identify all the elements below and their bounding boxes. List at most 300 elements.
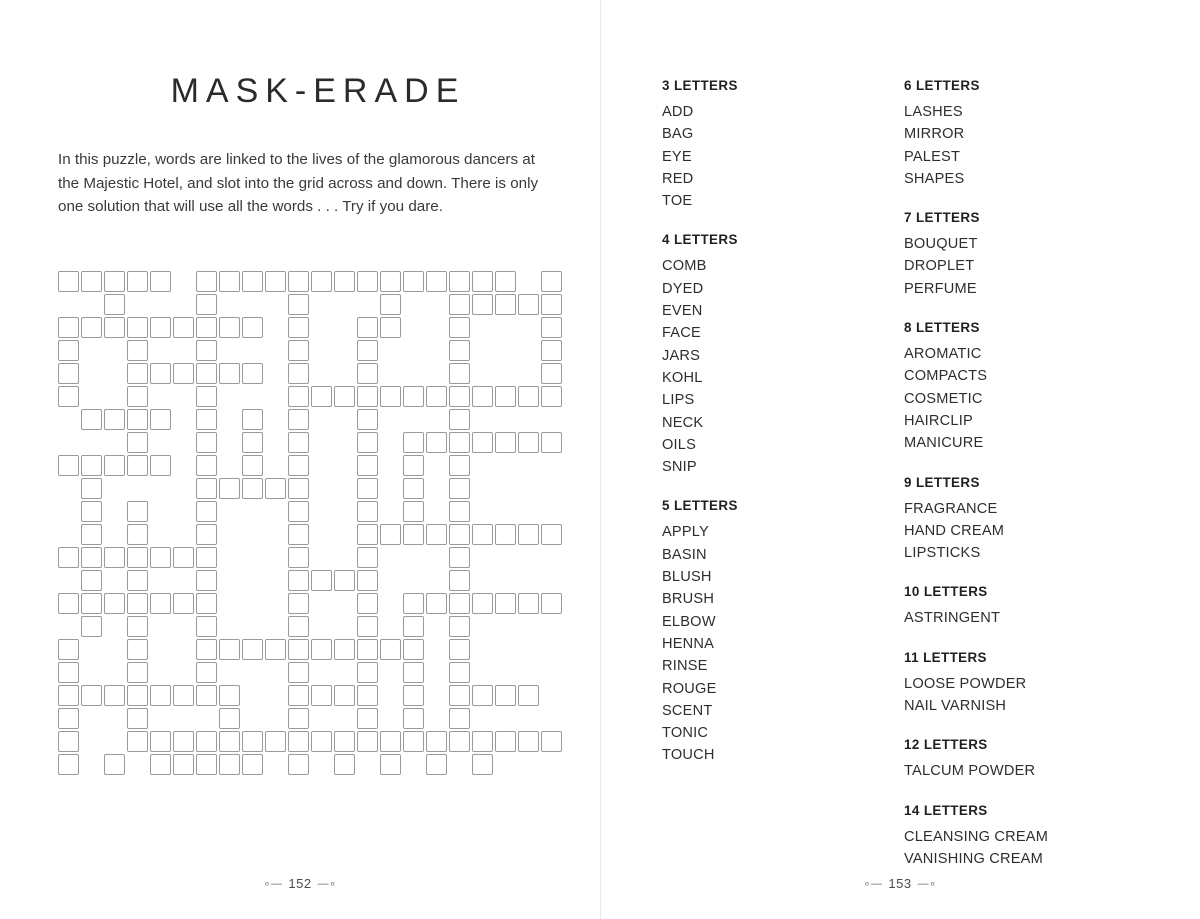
grid-cell[interactable] [173, 685, 194, 706]
grid-cell[interactable] [81, 317, 102, 338]
grid-cell[interactable] [495, 524, 516, 545]
grid-cell[interactable] [104, 547, 125, 568]
grid-cell[interactable] [242, 271, 263, 292]
grid-cell[interactable] [472, 731, 493, 752]
grid-cell[interactable] [518, 685, 539, 706]
grid-cell[interactable] [196, 547, 217, 568]
word-entry[interactable]: SCENT [662, 702, 713, 719]
grid-cell[interactable] [150, 731, 171, 752]
grid-cell[interactable] [150, 593, 171, 614]
grid-cell[interactable] [127, 363, 148, 384]
grid-cell[interactable] [541, 524, 562, 545]
grid-cell[interactable] [219, 754, 240, 775]
grid-cell[interactable] [334, 271, 355, 292]
word-entry[interactable]: SNIP [662, 459, 697, 476]
grid-cell[interactable] [81, 685, 102, 706]
grid-cell[interactable] [541, 317, 562, 338]
grid-cell[interactable] [150, 271, 171, 292]
grid-cell[interactable] [58, 340, 79, 361]
word-entry[interactable]: MIRROR [904, 126, 965, 143]
grid-cell[interactable] [58, 363, 79, 384]
grid-cell[interactable] [288, 593, 309, 614]
grid-cell[interactable] [196, 409, 217, 430]
grid-cell[interactable] [127, 731, 148, 752]
grid-cell[interactable] [357, 501, 378, 522]
word-entry[interactable]: COMB [662, 258, 707, 275]
grid-cell[interactable] [541, 340, 562, 361]
grid-cell[interactable] [81, 547, 102, 568]
grid-cell[interactable] [104, 409, 125, 430]
word-entry[interactable]: TONIC [662, 725, 709, 742]
grid-cell[interactable] [242, 639, 263, 660]
grid-cell[interactable] [219, 271, 240, 292]
grid-cell[interactable] [403, 478, 424, 499]
grid-cell[interactable] [288, 524, 309, 545]
grid-cell[interactable] [472, 294, 493, 315]
grid-cell[interactable] [403, 616, 424, 637]
grid-cell[interactable] [495, 731, 516, 752]
grid-cell[interactable] [403, 593, 424, 614]
grid-cell[interactable] [288, 616, 309, 637]
grid-cell[interactable] [403, 386, 424, 407]
grid-cell[interactable] [426, 593, 447, 614]
word-entry[interactable]: HAND CREAM [904, 522, 1005, 539]
grid-cell[interactable] [380, 386, 401, 407]
grid-cell[interactable] [311, 685, 332, 706]
grid-cell[interactable] [127, 662, 148, 683]
grid-cell[interactable] [472, 754, 493, 775]
grid-cell[interactable] [518, 432, 539, 453]
grid-cell[interactable] [495, 685, 516, 706]
word-entry[interactable]: DROPLET [904, 258, 975, 275]
crossword-grid[interactable] [58, 271, 564, 777]
grid-cell[interactable] [403, 731, 424, 752]
grid-cell[interactable] [127, 501, 148, 522]
grid-cell[interactable] [104, 294, 125, 315]
grid-cell[interactable] [196, 685, 217, 706]
word-entry[interactable]: DYED [662, 280, 704, 297]
word-entry[interactable]: MANICURE [904, 435, 984, 452]
grid-cell[interactable] [219, 731, 240, 752]
grid-cell[interactable] [288, 501, 309, 522]
word-entry[interactable]: BASIN [662, 546, 707, 563]
word-entry[interactable]: ASTRINGENT [904, 610, 1001, 627]
grid-cell[interactable] [288, 386, 309, 407]
word-entry[interactable]: PERFUME [904, 280, 977, 297]
grid-cell[interactable] [196, 754, 217, 775]
grid-cell[interactable] [150, 754, 171, 775]
grid-cell[interactable] [449, 685, 470, 706]
grid-cell[interactable] [127, 340, 148, 361]
grid-cell[interactable] [219, 685, 240, 706]
grid-cell[interactable] [58, 386, 79, 407]
grid-cell[interactable] [449, 731, 470, 752]
word-entry[interactable]: LOOSE POWDER [904, 675, 1027, 692]
word-entry[interactable]: HAIRCLIP [904, 412, 973, 429]
grid-cell[interactable] [518, 386, 539, 407]
grid-cell[interactable] [104, 317, 125, 338]
grid-cell[interactable] [357, 340, 378, 361]
grid-cell[interactable] [403, 662, 424, 683]
grid-cell[interactable] [265, 271, 286, 292]
word-entry[interactable]: BOUQUET [904, 236, 978, 253]
grid-cell[interactable] [357, 524, 378, 545]
grid-cell[interactable] [541, 271, 562, 292]
grid-cell[interactable] [58, 685, 79, 706]
grid-cell[interactable] [357, 409, 378, 430]
grid-cell[interactable] [403, 685, 424, 706]
grid-cell[interactable] [196, 294, 217, 315]
grid-cell[interactable] [127, 432, 148, 453]
grid-cell[interactable] [495, 294, 516, 315]
word-entry[interactable]: CLEANSING CREAM [904, 828, 1049, 845]
grid-cell[interactable] [288, 754, 309, 775]
grid-cell[interactable] [288, 570, 309, 591]
grid-cell[interactable] [449, 455, 470, 476]
grid-cell[interactable] [58, 731, 79, 752]
grid-cell[interactable] [219, 478, 240, 499]
word-entry[interactable]: NAIL VARNISH [904, 698, 1007, 715]
grid-cell[interactable] [173, 731, 194, 752]
grid-cell[interactable] [472, 386, 493, 407]
grid-cell[interactable] [449, 639, 470, 660]
grid-cell[interactable] [127, 524, 148, 545]
grid-cell[interactable] [472, 271, 493, 292]
grid-cell[interactable] [541, 432, 562, 453]
grid-cell[interactable] [403, 455, 424, 476]
grid-cell[interactable] [242, 731, 263, 752]
word-entry[interactable]: TOUCH [662, 747, 715, 764]
grid-cell[interactable] [173, 547, 194, 568]
grid-cell[interactable] [265, 639, 286, 660]
grid-cell[interactable] [311, 271, 332, 292]
grid-cell[interactable] [173, 317, 194, 338]
grid-cell[interactable] [219, 639, 240, 660]
grid-cell[interactable] [449, 524, 470, 545]
grid-cell[interactable] [426, 271, 447, 292]
word-entry[interactable]: KOHL [662, 369, 703, 386]
grid-cell[interactable] [449, 409, 470, 430]
grid-cell[interactable] [403, 501, 424, 522]
grid-cell[interactable] [449, 547, 470, 568]
grid-cell[interactable] [403, 524, 424, 545]
grid-cell[interactable] [311, 386, 332, 407]
grid-cell[interactable] [380, 294, 401, 315]
grid-cell[interactable] [541, 294, 562, 315]
grid-cell[interactable] [196, 455, 217, 476]
grid-cell[interactable] [541, 386, 562, 407]
grid-cell[interactable] [196, 570, 217, 591]
grid-cell[interactable] [334, 639, 355, 660]
grid-cell[interactable] [127, 570, 148, 591]
grid-cell[interactable] [472, 593, 493, 614]
grid-cell[interactable] [449, 501, 470, 522]
grid-cell[interactable] [150, 547, 171, 568]
grid-cell[interactable] [288, 662, 309, 683]
grid-cell[interactable] [288, 639, 309, 660]
word-entry[interactable]: LASHES [904, 104, 963, 120]
grid-cell[interactable] [495, 271, 516, 292]
grid-cell[interactable] [357, 271, 378, 292]
grid-cell[interactable] [58, 662, 79, 683]
grid-cell[interactable] [426, 432, 447, 453]
grid-cell[interactable] [219, 708, 240, 729]
grid-cell[interactable] [403, 639, 424, 660]
grid-cell[interactable] [449, 478, 470, 499]
word-entry[interactable]: BRUSH [662, 591, 715, 608]
grid-cell[interactable] [449, 662, 470, 683]
grid-cell[interactable] [81, 478, 102, 499]
word-entry[interactable]: VANISHING CREAM [904, 850, 1043, 867]
grid-cell[interactable] [173, 363, 194, 384]
grid-cell[interactable] [196, 639, 217, 660]
word-entry[interactable]: ADD [662, 104, 694, 120]
grid-cell[interactable] [81, 593, 102, 614]
grid-cell[interactable] [357, 455, 378, 476]
grid-cell[interactable] [472, 685, 493, 706]
grid-cell[interactable] [288, 340, 309, 361]
word-entry[interactable]: AROMATIC [904, 346, 982, 363]
grid-cell[interactable] [311, 570, 332, 591]
grid-cell[interactable] [357, 708, 378, 729]
grid-cell[interactable] [58, 317, 79, 338]
grid-cell[interactable] [357, 685, 378, 706]
grid-cell[interactable] [196, 271, 217, 292]
word-entry[interactable]: APPLY [662, 524, 709, 541]
grid-cell[interactable] [449, 432, 470, 453]
grid-cell[interactable] [357, 386, 378, 407]
grid-cell[interactable] [449, 593, 470, 614]
word-entry[interactable]: LIPS [662, 392, 695, 409]
grid-cell[interactable] [81, 409, 102, 430]
word-entry[interactable]: RED [662, 170, 694, 187]
grid-cell[interactable] [242, 478, 263, 499]
grid-cell[interactable] [380, 524, 401, 545]
grid-cell[interactable] [127, 593, 148, 614]
grid-cell[interactable] [242, 317, 263, 338]
grid-cell[interactable] [357, 432, 378, 453]
word-entry[interactable]: JARS [662, 347, 701, 364]
grid-cell[interactable] [449, 386, 470, 407]
grid-cell[interactable] [334, 731, 355, 752]
grid-cell[interactable] [357, 570, 378, 591]
grid-cell[interactable] [449, 317, 470, 338]
grid-cell[interactable] [58, 708, 79, 729]
grid-cell[interactable] [81, 271, 102, 292]
grid-cell[interactable] [196, 432, 217, 453]
grid-cell[interactable] [449, 570, 470, 591]
word-entry[interactable]: FRAGRANCE [904, 500, 998, 517]
grid-cell[interactable] [104, 593, 125, 614]
grid-cell[interactable] [426, 386, 447, 407]
grid-cell[interactable] [449, 294, 470, 315]
grid-cell[interactable] [81, 570, 102, 591]
grid-cell[interactable] [81, 616, 102, 637]
grid-cell[interactable] [127, 455, 148, 476]
word-entry[interactable]: TALCUM POWDER [904, 763, 1036, 780]
word-entry[interactable]: EVEN [662, 303, 703, 320]
grid-cell[interactable] [380, 754, 401, 775]
grid-cell[interactable] [288, 432, 309, 453]
grid-cell[interactable] [127, 409, 148, 430]
grid-cell[interactable] [219, 317, 240, 338]
grid-cell[interactable] [426, 731, 447, 752]
grid-cell[interactable] [265, 731, 286, 752]
grid-cell[interactable] [288, 731, 309, 752]
grid-cell[interactable] [127, 547, 148, 568]
grid-cell[interactable] [449, 340, 470, 361]
word-entry[interactable]: PALEST [904, 148, 961, 165]
grid-cell[interactable] [288, 455, 309, 476]
grid-cell[interactable] [357, 363, 378, 384]
word-entry[interactable]: HENNA [662, 635, 715, 652]
grid-cell[interactable] [541, 731, 562, 752]
grid-cell[interactable] [58, 754, 79, 775]
grid-cell[interactable] [357, 662, 378, 683]
grid-cell[interactable] [150, 455, 171, 476]
grid-cell[interactable] [426, 754, 447, 775]
grid-cell[interactable] [173, 593, 194, 614]
grid-cell[interactable] [242, 754, 263, 775]
grid-cell[interactable] [357, 616, 378, 637]
grid-cell[interactable] [495, 593, 516, 614]
grid-cell[interactable] [196, 524, 217, 545]
word-entry[interactable]: COMPACTS [904, 368, 988, 385]
grid-cell[interactable] [150, 685, 171, 706]
grid-cell[interactable] [357, 478, 378, 499]
word-entry[interactable]: FACE [662, 325, 701, 342]
word-entry[interactable]: TOE [662, 193, 693, 210]
grid-cell[interactable] [196, 662, 217, 683]
grid-cell[interactable] [127, 639, 148, 660]
grid-cell[interactable] [196, 363, 217, 384]
grid-cell[interactable] [449, 271, 470, 292]
grid-cell[interactable] [127, 708, 148, 729]
word-entry[interactable]: RINSE [662, 658, 708, 675]
grid-cell[interactable] [58, 547, 79, 568]
grid-cell[interactable] [127, 271, 148, 292]
grid-cell[interactable] [81, 501, 102, 522]
word-entry[interactable]: COSMETIC [904, 390, 983, 407]
grid-cell[interactable] [196, 593, 217, 614]
grid-cell[interactable] [196, 317, 217, 338]
grid-cell[interactable] [127, 317, 148, 338]
grid-cell[interactable] [380, 639, 401, 660]
grid-cell[interactable] [196, 616, 217, 637]
word-entry[interactable]: SHAPES [904, 170, 965, 187]
grid-cell[interactable] [357, 547, 378, 568]
grid-cell[interactable] [127, 685, 148, 706]
grid-cell[interactable] [403, 271, 424, 292]
grid-cell[interactable] [288, 363, 309, 384]
grid-cell[interactable] [288, 271, 309, 292]
grid-cell[interactable] [58, 455, 79, 476]
grid-cell[interactable] [104, 455, 125, 476]
grid-cell[interactable] [58, 593, 79, 614]
grid-cell[interactable] [334, 754, 355, 775]
grid-cell[interactable] [380, 731, 401, 752]
grid-cell[interactable] [449, 616, 470, 637]
grid-cell[interactable] [311, 731, 332, 752]
grid-cell[interactable] [265, 478, 286, 499]
grid-cell[interactable] [357, 639, 378, 660]
word-entry[interactable]: LIPSTICKS [904, 545, 981, 562]
grid-cell[interactable] [81, 455, 102, 476]
grid-cell[interactable] [104, 685, 125, 706]
grid-cell[interactable] [357, 317, 378, 338]
grid-cell[interactable] [58, 639, 79, 660]
grid-cell[interactable] [104, 271, 125, 292]
grid-cell[interactable] [288, 294, 309, 315]
grid-cell[interactable] [219, 363, 240, 384]
grid-cell[interactable] [242, 455, 263, 476]
grid-cell[interactable] [196, 501, 217, 522]
grid-cell[interactable] [357, 731, 378, 752]
word-entry[interactable]: EYE [662, 148, 692, 165]
grid-cell[interactable] [334, 570, 355, 591]
grid-cell[interactable] [518, 294, 539, 315]
grid-cell[interactable] [127, 386, 148, 407]
grid-cell[interactable] [380, 271, 401, 292]
grid-cell[interactable] [472, 432, 493, 453]
grid-cell[interactable] [334, 685, 355, 706]
grid-cell[interactable] [242, 363, 263, 384]
word-entry[interactable]: BAG [662, 126, 694, 143]
grid-cell[interactable] [495, 432, 516, 453]
grid-cell[interactable] [541, 593, 562, 614]
grid-cell[interactable] [449, 363, 470, 384]
grid-cell[interactable] [380, 317, 401, 338]
grid-cell[interactable] [311, 639, 332, 660]
grid-cell[interactable] [518, 593, 539, 614]
grid-cell[interactable] [288, 547, 309, 568]
grid-cell[interactable] [518, 731, 539, 752]
grid-cell[interactable] [150, 317, 171, 338]
grid-cell[interactable] [403, 708, 424, 729]
grid-cell[interactable] [104, 754, 125, 775]
grid-cell[interactable] [81, 524, 102, 545]
grid-cell[interactable] [173, 754, 194, 775]
grid-cell[interactable] [196, 340, 217, 361]
word-entry[interactable]: NECK [662, 414, 704, 431]
word-entry[interactable]: ELBOW [662, 613, 716, 630]
grid-cell[interactable] [541, 363, 562, 384]
word-entry[interactable]: OILS [662, 436, 697, 453]
grid-cell[interactable] [288, 478, 309, 499]
grid-cell[interactable] [196, 386, 217, 407]
word-entry[interactable]: BLUSH [662, 569, 712, 586]
grid-cell[interactable] [288, 685, 309, 706]
grid-cell[interactable] [288, 409, 309, 430]
grid-cell[interactable] [426, 524, 447, 545]
grid-cell[interactable] [196, 731, 217, 752]
grid-cell[interactable] [58, 271, 79, 292]
grid-cell[interactable] [288, 317, 309, 338]
grid-cell[interactable] [334, 386, 355, 407]
grid-cell[interactable] [403, 432, 424, 453]
grid-cell[interactable] [288, 708, 309, 729]
grid-cell[interactable] [518, 524, 539, 545]
grid-cell[interactable] [150, 409, 171, 430]
grid-cell[interactable] [242, 409, 263, 430]
grid-cell[interactable] [242, 432, 263, 453]
grid-cell[interactable] [357, 593, 378, 614]
grid-cell[interactable] [150, 363, 171, 384]
grid-cell[interactable] [127, 616, 148, 637]
grid-cell[interactable] [196, 478, 217, 499]
grid-cell[interactable] [472, 524, 493, 545]
word-entry[interactable]: ROUGE [662, 680, 717, 697]
